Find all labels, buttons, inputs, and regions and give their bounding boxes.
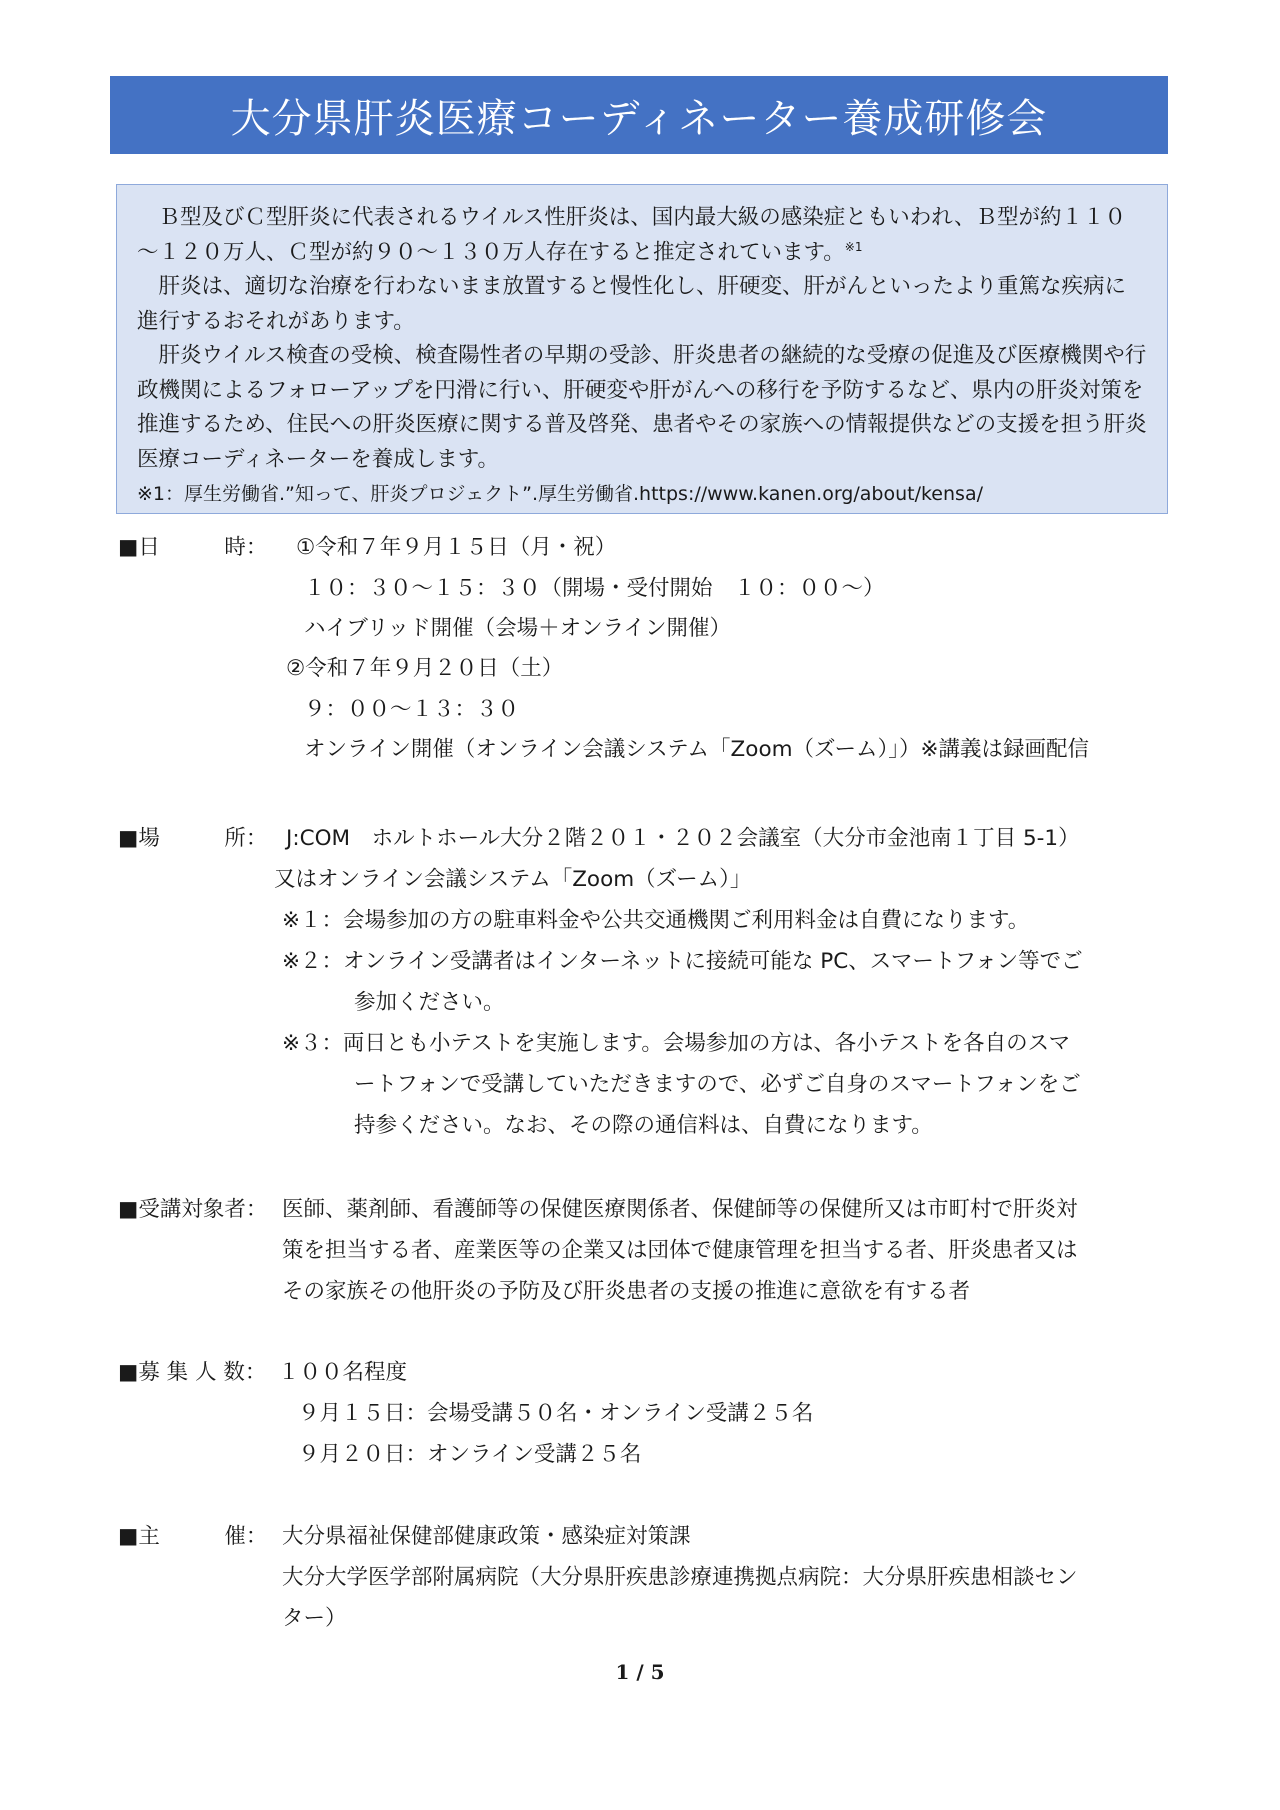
intro-paragraph-2: 肝炎は、適切な治療を行わないまま放置すると慢性化し、肝硬変、肝がんといったより重篤な疾病に進行するおそれがあります。 — [137, 274, 1127, 334]
date-label: ■日 時： — [118, 535, 268, 560]
place-label: ■場 所： — [118, 826, 268, 851]
place-note-3a: ※３：両日とも小テストを実施します。会場参加の方は、各小テストを各自のスマ — [282, 1031, 1071, 1056]
place-line-2: 又はオンライン会議システム「Zoom（ズーム）」 — [274, 867, 752, 892]
page-number: 1 / 5 — [615, 1660, 665, 1684]
date-line-5: ９：００～１３：３０ — [304, 697, 520, 722]
target-line-2: 策を担当する者、産業医等の企業又は団体で健康管理を担当する者、肝炎患者又は — [282, 1238, 1078, 1263]
place-note-3b: ートフォンで受講していただきますので、必ずご自身のスマートフォンをご — [354, 1072, 1081, 1097]
host-line-3: ター） — [282, 1606, 347, 1631]
place-note-3c: 持参ください。なお、その際の通信料は、自費になります。 — [354, 1113, 933, 1138]
place-note-2a: ※２：オンライン受講者はインターネットに接続可能な PC、スマートフォン等でご — [282, 949, 1083, 974]
target-line-3: その家族その他肝炎の予防及び肝炎患者の支援の推進に意欲を有する者 — [282, 1279, 971, 1304]
capacity-line-1: １００名程度 — [278, 1360, 408, 1385]
capacity-line-3: ９月２０日：オンライン受講２５名 — [298, 1442, 642, 1467]
host-label: ■主 催： — [118, 1524, 268, 1549]
host-line-1: 大分県福祉保健部健康政策・感染症対策課 — [282, 1524, 691, 1549]
intro-paragraph-3: 肝炎ウイルス検査の受検、検査陽性者の早期の受診、肝炎患者の継続的な受療の促進及び医療機関や行政機関によるフォローアップを円滑に行い、肝硬変や肝がんへの移行を予防するなど、県内の肝炎対策を推進するため、住民への肝炎医療に関する普及啓発、患者やその家族への情報提供などの支援を担う肝炎医療コーディネーターを養成します。 — [137, 343, 1147, 472]
intro-footnote: ※1：厚生労働省.”知って、肝炎プロジェクト”.厚生労働省.https://www.kanen.org/about/kensa/ — [137, 483, 983, 505]
target-line-1: 医師、薬剤師、看護師等の保健医療関係者、保健師等の保健所又は市町村で肝炎対 — [282, 1197, 1078, 1222]
host-line-2: 大分大学医学部附属病院（大分県肝疾患診療連携拠点病院：大分県肝疾患相談セン — [282, 1565, 1078, 1590]
place-note-1: ※１：会場参加の方の駐車料金や公共交通機関ご利用料金は自費になります。 — [282, 908, 1030, 933]
capacity-line-2: ９月１５日：会場受講５０名・オンライン受講２５名 — [298, 1401, 814, 1426]
intro-paragraph-1 — [137, 201, 1147, 270]
date-line-3: ハイブリッド開催（会場＋オンライン開催） — [304, 616, 731, 641]
date-line-6: オンライン開催（オンライン会議システム「Zoom（ズーム）」）※講義は録画配信 — [304, 737, 1089, 762]
capacity-label: ■募 集 人 数： — [118, 1360, 267, 1385]
place-line-1: J:COM ホルトホール大分２階２０１・２０２会議室（大分市金池南１丁目 5-1） — [286, 826, 1080, 851]
page-title: 大分県肝炎医療コーディネーター養成研修会 — [110, 76, 1168, 154]
place-note-2b: 参加ください。 — [354, 990, 505, 1015]
date-line-1: ①令和７年９月１５日（月・祝） — [296, 535, 617, 560]
target-label: ■受講対象者： — [118, 1197, 268, 1222]
date-line-2: １０：３０～１５：３０（開場・受付開始 １０：００～） — [304, 576, 885, 601]
footnote-marker: ※1 — [844, 239, 863, 254]
intro-box — [116, 184, 1168, 514]
date-line-4: ②令和７年９月２０日（土） — [286, 656, 564, 681]
intro-paragraph-1-text: Ｂ型及びＣ型肝炎に代表されるウイルス性肝炎は、国内最大級の感染症ともいわれ、Ｂ型が約１１０～１２０万人、Ｃ型が約９０～１３０万人存在すると推定されています。 — [137, 205, 1127, 265]
